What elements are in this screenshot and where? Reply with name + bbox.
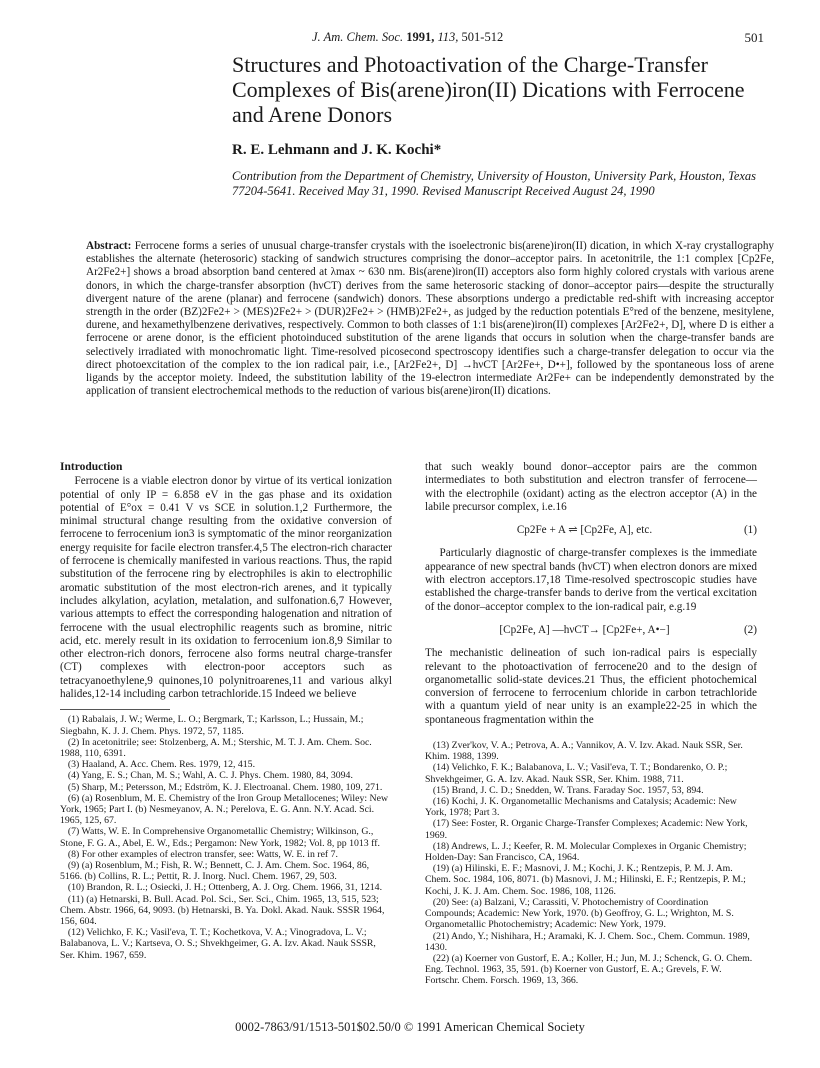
footnote: (5) Sharp, M.; Petersson, M.; Edström, K. J. Electroanal. Chem. 1980, 109, 271. <box>67 781 383 793</box>
equation-2 <box>425 624 757 637</box>
footnote: (21) Ando, Y.; Nishihara, H.; Aramaki, K. J. Chem. Soc., Chem. Commun. 1989, 1430. <box>425 930 750 953</box>
footnote-divider <box>60 709 170 710</box>
equation-1-expression: Cp2Fe + A ⇌ [Cp2Fe, A], etc. <box>516 524 653 537</box>
footnote: (18) Andrews, L. J.; Keefer, R. M. Molecular Complexes in Organic Chemistry; Holden-Day: San Francisco, CA, 1964. <box>425 840 747 864</box>
abstract-text: Ferrocene forms a series of unusual charge-transfer crystals with the isoelectronic bis(arene)iron(II) dication, in which X-ray crystallography establishes the alternate (heterosoric) stacking of sandwich structures comprising the donor–acceptor pairs. In acetonitrile, the 1:1 complex [Cp2Fe, Ar2Fe2+] shows a broad absorption band centered at λmax ~ 630 nm. Bis(arene)iron(II) acceptors also form highly colored crystals with various arene donors, in which the charge-transfer absorption (hνCT) derives from the same heterosoric stacking of donor–acceptor pairs—despite the structurally divergent nature of the arene (planar) and ferrocene (sandwich) donors. These absorptions undergo a predictable red-shift with increasing acceptor strength in the order (BZ)2Fe2+ > (MES)2Fe2+ > (DUR)2Fe2+ > (HMB)2Fe2+, as judged by the reduction potentials E°red of the benzene, mesitylene, durene, and hexamethylbenzene derivatives, respectively. Common to both classes of 1:1 bis(arene)iron(II) complexes [Ar2Fe2+, D], where D is either a ferrocene or arene donor, is the efficient photoinduced substitution of the arene ligands that occurs in solution when the charge-transfer bands are selectively irradiated with monochromatic light. Time-resolved picosecond spectroscopy identifies such a charge-transfer delegation to occur via the direct photoexcitation of the complex to the ion radical pair, i.e., [Ar2Fe2+, D] →hνCT [Ar2Fe+, D•+], followed by the spontaneous loss of arene ligands by the acceptor moiety. Indeed, the substitution lability of the 19-electron intermediate Ar2Fe+ can be independently demonstrated by the application of transient electrochemical methods to the reduction of various bis(arene)iron(II) dications. <box>86 240 775 398</box>
footnote: (11) (a) Hetnarski, B. Bull. Acad. Pol. Sci., Ser. Sci., Chim. 1965, 13, 515, 523; Chem. Abstr. 1966, 64, 9093. (b) Hetnarski, B. Ya. Dokl. Akad. Nauk. SSSR 1964, 156, 604. <box>60 893 385 927</box>
article-title: Structures and Photoactivation of the Charge-Transfer Complexes of Bis(arene)iron(II) Dications with Ferrocene and Arene Donors <box>232 52 745 127</box>
journal-volume: 113, <box>437 30 459 44</box>
journal-pages: 501-512 <box>461 30 504 44</box>
footnote: (12) Velichko, F. K.; Vasil'eva, T. T.; Kochetkova, V. A.; Vinogradova, L. V.; Balabanova, L. V.; Kartseva, O. S.; Shvekhgeimer, G. A. Izv. Akad. Nauk SSSR, Ser. Khim. 1967, 659. <box>60 927 376 961</box>
footnote: (14) Velichko, F. K.; Balabanova, L. V.; Vasil'eva, T. T.; Bondarenko, O. P.; Shvekhgeimer, G. A. Izv. Akad. Nauk SSR, Ser. Khim. 1988, 711. <box>425 762 728 785</box>
abstract-label: Abstract: <box>86 240 132 252</box>
footnote: (19) (a) Hilinski, E. F.; Masnovi, J. M.; Kochi, J. K.; Rentzepis, P. M. J. Am. Chem. Soc. 1984, 106, 8071. (b) Masnovi, J. M.; Hilinski, E. F.; Rentzepis, P. M.; Kochi, J. K. J. Am. Chem. Soc. 1986, 108, 1126. <box>425 863 746 897</box>
article-authors: R. E. Lehmann and J. K. Kochi* <box>232 142 442 158</box>
right-column <box>425 461 757 987</box>
footnote: (7) Watts, W. E. In Comprehensive Organometallic Chemistry; Wilkinson, G., Stone, F. G. A., Abel, E. W., Eds.; Pergamon: New York, 1982; Vol. 8, pp 1013 ff. <box>60 826 380 849</box>
footnote: (2) In acetonitrile; see: Stolzenberg, A. M.; Stershic, M. T. J. Am. Chem. Soc. 1988, 110, 6391. <box>60 736 372 759</box>
footnotes-right <box>425 740 757 986</box>
journal-citation: J. Am. Chem. Soc. 1991, 113, 501-512 <box>312 30 504 44</box>
footnote: (13) Zver'kov, V. A.; Petrova, A. A.; Vannikov, A. V. Izv. Akad. Nauk SSR, Ser. Khim. 1988, 1399. <box>425 740 743 763</box>
abstract <box>86 240 774 398</box>
journal-year: 1991, <box>406 30 435 44</box>
footnote: (9) (a) Rosenblum, M.; Fish, R. W.; Bennett, C. J. Am. Chem. Soc. 1964, 86, 5166. (b) Collins, R. L.; Pettit, R. J. Inorg. Nucl. Chem. 1967, 29, 503. <box>60 859 370 883</box>
footnote: (1) Rabalais, J. W.; Werme, L. O.; Bergmark, T.; Karlsson, L.; Hussain, M.; Siegbahn, K. J. J. Chem. Phys. 1972, 57, 1185. <box>60 714 364 737</box>
left-column <box>60 461 392 961</box>
footnote: (17) See: Foster, R. Organic Charge-Transfer Complexes; Academic: New York, 1969. <box>425 818 748 841</box>
equation-1 <box>425 524 757 537</box>
footnote: (6) (a) Rosenblum, M. E. Chemistry of the Iron Group Metallocenes; Wiley: New York, 1965; Part I. (b) Nesmeyanov, A. N.; Perelova, E. G. Ann. N.Y. Acad. Sci. 1965, 125, 67. <box>60 792 389 827</box>
page-number: 501 <box>744 30 764 45</box>
footnotes-left <box>60 714 392 960</box>
footnote: (20) See: (a) Balzani, V.; Carassiti, V. Photochemistry of Coordination Compounds; Academic: New York, 1970. (b) Geoffroy, G. L.; Wrighton, M. S. Organometallic Photochemistry; Academic: New York, 1979. <box>425 896 734 931</box>
running-head <box>0 30 820 48</box>
footnote: (15) Brand, J. C. D.; Snedden, W. Trans. Faraday Soc. 1957, 53, 894. <box>432 784 704 796</box>
section-heading-introduction: Introduction <box>60 461 123 473</box>
footnote: (3) Haaland, A. Acc. Chem. Res. 1979, 12, 415. <box>67 759 256 771</box>
equation-2-number: (2) <box>743 623 757 636</box>
paragraph-ion-radical: The mechanistic delineation of such ion-radical pairs is especially relevant to the photoactivation of ferrocene20 and to the design of organometallic solid-state devices.21 Thus, the efficient photochemical conversion of ferrocene to ferrocenium chloride in carbon tetrachloride with a quantum yield of near unity is an example22-25 in which the spontaneous fragmentation within the <box>425 647 757 726</box>
footnote: (16) Kochi, J. K. Organometallic Mechanisms and Catalysis; Academic: New York, 1978; Part 3. <box>425 796 737 819</box>
equation-2-expression: [Cp2Fe, A] —hνCT→ [Cp2Fe+, A•−] <box>499 623 670 636</box>
footnote: (8) For other examples of electron transfer, see: Watts, W. E. in ref 7. <box>67 848 338 860</box>
paragraph-ct-bands: Particularly diagnostic of charge-transfer complexes is the immediate appearance of new spectral bands (hνCT) when electron donors are mixed with electron acceptors.17,18 Time-resolved spectroscopic studies have established the charge-transfer bands to derive from the vertical excitation of the donor–acceptor complex to the ion-radical pair, e.g.19 <box>425 547 757 613</box>
intro-paragraph: Ferrocene is a viable electron donor by virtue of its vertical ionization potential of only IP = 6.858 eV in the gas phase and its oxidation potential of E°ox = 0.41 V vs SCE in solution.1,2 Furthermore, the minimal structural change resulting from the oxidative conversion of ferrocene to ferrocenium ion3 is symptomatic of the minor reorganization energy requisite for facile electron transfer.4,5 The electron-rich character of ferrocene is chemically manifested in various reactions. Thus, the rapid substitution of the ferrocene ring by electrophiles is akin to electrophilic aromatic substitution of the most electron-rich arenes, and it typically includes alkylation, acylation, metalation, and sulfonation.6,7 However, various attempts to effect the corresponding halogenation and nitration of ferrocene with the usual electrophilic reagents such as bromine, nitric acid, etc. merely result in its oxidation to ferrocenium ion.8,9 Similar to other electron-rich donors, ferrocene also forms neutral charge-transfer (CT) complexes with electron-poor acceptors such as tetracyanoethylene,9 quinones,10 polynitroarenes,11 and various alkyl halides,12-14 including carbon tetrachloride.15 Indeed we believe <box>60 475 392 701</box>
footnote: (10) Brandon, R. L.; Osiecki, J. H.; Ottenberg, A. J. Org. Chem. 1966, 31, 1214. <box>67 882 383 894</box>
article-affiliation: Contribution from the Department of Chemistry, University of Houston, University Park, Houston, Texas 77204-5641. Received May 31, 1990. Revised Manuscript Received August 24, 1990 <box>232 169 757 198</box>
footnote: (22) (a) Koerner von Gustorf, E. A.; Koller, H.; Jun, M. J.; Schenck, G. O. Chem. Eng. Technol. 1963, 35, 591. (b) Koerner von Gustorf, E. A.; Grevels, F. W. Fortschr. Chem. Forsch. 1969, 13, 366. <box>425 952 753 987</box>
equation-1-number: (1) <box>743 524 757 537</box>
paragraph-continuation: that such weakly bound donor–acceptor pairs are the common intermediates to both substitution and electron transfer of ferrocene—with the electrophile (oxidant) acting as the electron acceptor (A) in the labile precursor complex, i.e.16 <box>425 461 757 513</box>
footnote: (4) Yang, E. S.; Chan, M. S.; Wahl, A. C. J. Phys. Chem. 1980, 84, 3094. <box>67 770 353 782</box>
page-footer: 0002-7863/91/1513-501$02.50/0 © 1991 American Chemical Society <box>235 1020 585 1034</box>
